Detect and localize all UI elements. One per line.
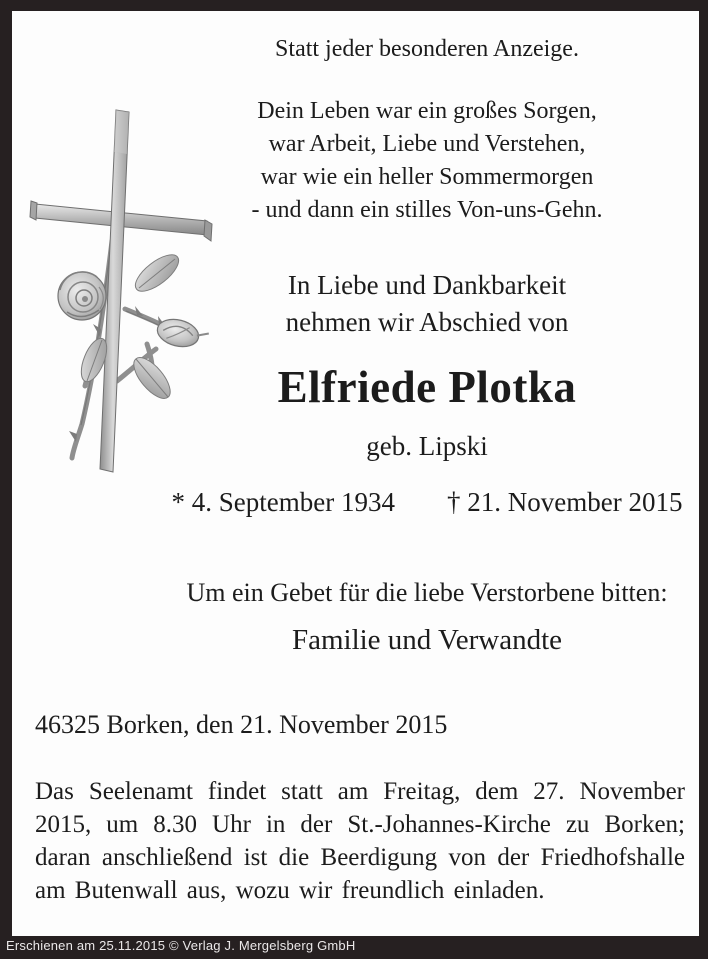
death-date: † 21. November 2015 — [447, 487, 683, 517]
obituary-sheet — [12, 11, 699, 936]
memorial-poem — [142, 95, 708, 227]
farewell-line: nehmen wir Abschied von — [285, 307, 569, 337]
farewell-line: In Liebe und Dankbarkeit — [287, 270, 567, 300]
poem-line: war wie ein heller Sommermorgen — [260, 164, 594, 190]
poem-line: war Arbeit, Liebe und Verstehen, — [268, 131, 586, 157]
maiden-name: geb. Lipski — [366, 431, 488, 461]
poem-line: - und dann ein stilles Von-uns-Gehn. — [251, 197, 603, 223]
preamble-line: Statt jeder besonderen Anzeige. — [275, 36, 579, 62]
publisher-imprint: Erschienen am 25.11.2015 © Verlag J. Mergelsberg GmbH — [6, 938, 356, 953]
life-dates — [142, 487, 708, 518]
deceased-name: Elfriede Plotka — [277, 362, 577, 412]
service-info-paragraph: Das Seelenamt findet statt am Freitag, dem 27. November 2015, um 8.30 Uhr in der St.-Johannes-Kirche zu Borken; daran anschließend ist die Beerdigung von der Friedhofshalle am Butenwall aus, wozu wir freundlich einladen. — [35, 778, 685, 904]
mourners-line: Familie und Verwandte — [291, 624, 563, 656]
poem-line: Dein Leben war ein großes Sorgen, — [257, 98, 597, 124]
prayer-request-line: Um ein Gebet für die liebe Verstorbene bitten: — [186, 578, 668, 607]
birth-date: * 4. September 1934 — [171, 487, 395, 517]
farewell-lines — [142, 267, 708, 341]
place-and-date-line: 46325 Borken, den 21. November 2015 — [35, 710, 448, 739]
